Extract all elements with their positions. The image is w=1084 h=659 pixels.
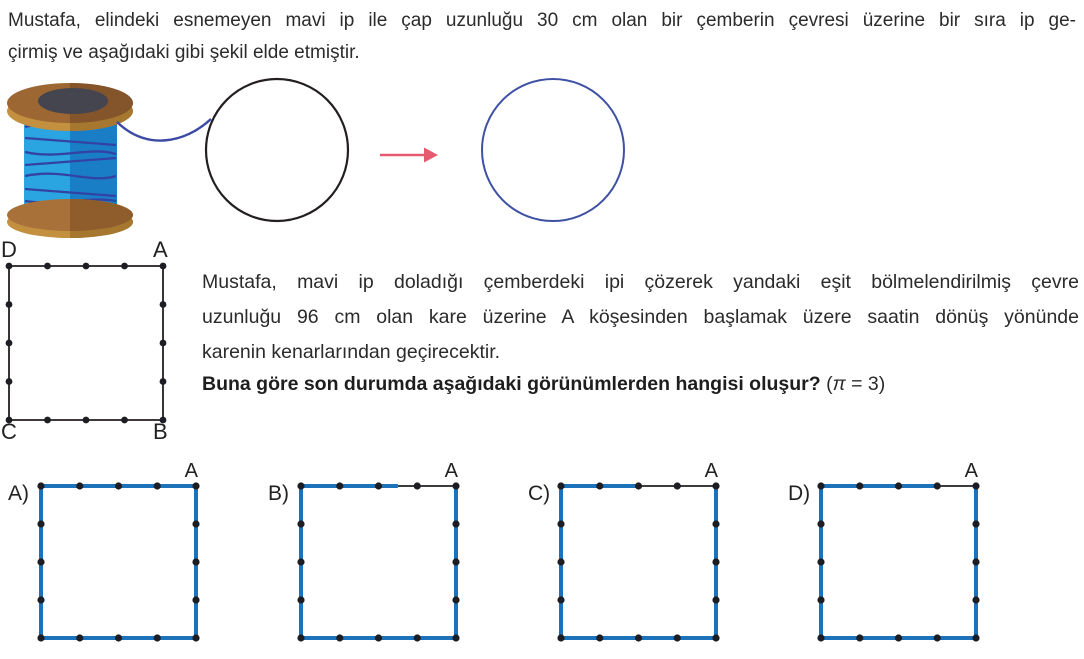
blue-rope-circle bbox=[482, 79, 624, 221]
option-a-corner-label: A bbox=[184, 460, 198, 482]
ref-corner-label-c: C bbox=[1, 419, 17, 444]
option-d[interactable] bbox=[788, 455, 998, 659]
pi-note: (π = 3) bbox=[826, 373, 886, 395]
reference-square-svg bbox=[0, 237, 200, 446]
ref-corner-label-a: A bbox=[153, 237, 168, 262]
question-line bbox=[202, 371, 1079, 397]
option-d-label: D) bbox=[788, 482, 811, 505]
option-b-corner-label: A bbox=[444, 460, 458, 482]
intro-paragraph bbox=[8, 5, 1076, 69]
option-a-square bbox=[31, 476, 207, 648]
option-c[interactable] bbox=[528, 455, 738, 659]
option-a-label: A) bbox=[8, 482, 29, 505]
option-b-label: B) bbox=[268, 482, 289, 505]
intro-line-1: Mustafa, elindeki esnemeyen mavi ip ile çap uzunluğu 30 cm olan bir çemberin çevresi üzerine bir sıra ip ge- bbox=[8, 10, 1076, 31]
option-c-corner-label: A bbox=[704, 460, 718, 482]
body-paragraph bbox=[202, 265, 1079, 370]
option-a[interactable] bbox=[8, 455, 218, 659]
figure-illustration bbox=[0, 70, 660, 242]
option-d-corner-label: A bbox=[964, 460, 978, 482]
option-b-square bbox=[291, 476, 467, 648]
option-b[interactable] bbox=[268, 455, 478, 659]
ref-corner-label-b: B bbox=[153, 419, 168, 444]
body-line-2: uzunluğu 96 cm olan kare üzerine A köşesinden başlamak üzere saatin dönüş yönünde bbox=[202, 306, 1079, 328]
thread-spool-icon bbox=[7, 83, 133, 238]
body-line-1: Mustafa, mavi ip doladığı çemberdeki ipi çözerek yandaki eşit bölmelendirilmiş çevre bbox=[202, 271, 1079, 293]
option-c-label: C) bbox=[528, 482, 551, 505]
question-bold-text: Buna göre son durumda aşağıdaki görünümlerden hangisi oluşur? bbox=[202, 373, 821, 395]
ref-corner-label-d: D bbox=[1, 237, 17, 262]
body-line-3: karenin kenarlarından geçirecektir. bbox=[202, 341, 501, 363]
right-arrow-icon bbox=[380, 148, 438, 163]
intro-line-2: çirmiş ve aşağıdaki gibi şekil elde etmiştir. bbox=[8, 42, 360, 63]
option-c-square bbox=[551, 476, 727, 648]
option-d-square bbox=[811, 476, 987, 648]
black-circle bbox=[206, 79, 348, 221]
rope-thread-line bbox=[117, 119, 211, 141]
pi-symbol: π bbox=[832, 373, 846, 395]
reference-square-block bbox=[0, 237, 200, 446]
